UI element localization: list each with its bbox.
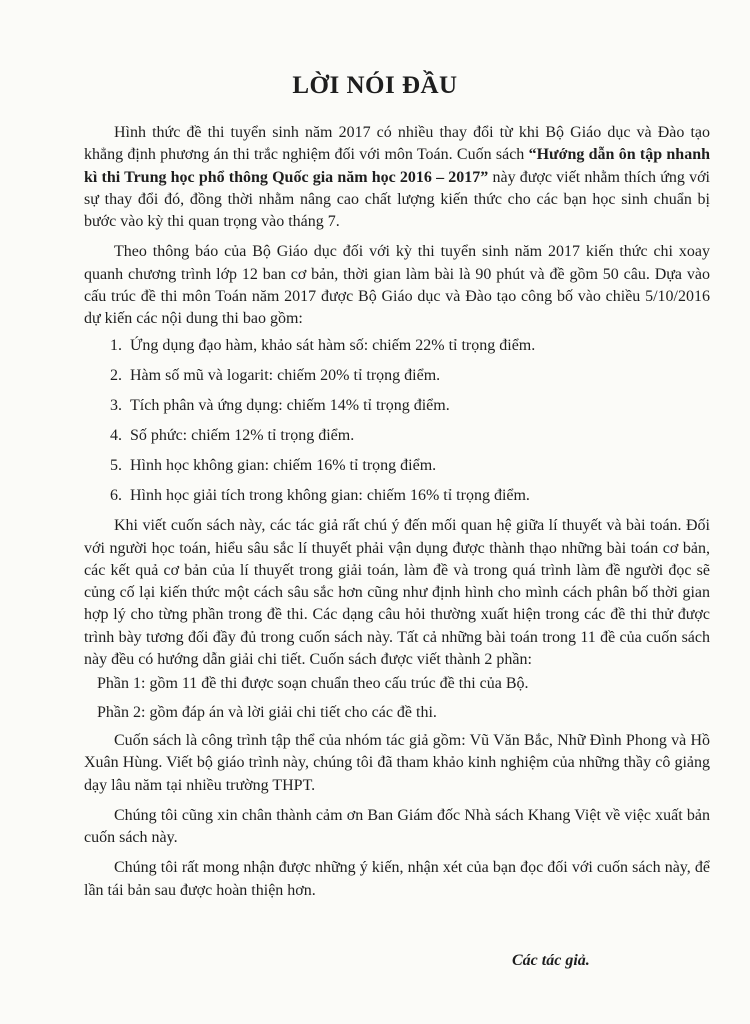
- paragraph-authors: Cuốn sách là công trình tập thể của nhóm tác giả gồm: Vũ Văn Bắc, Nhữ Đình Phong và Hồ Xuân Hùng. Viết bộ giáo trình này, chúng tôi đã tham khảo kinh nghiệm của những thầy cô giảng dạy lâu năm tại nhiều trường THPT.: [84, 731, 710, 794]
- list-item: [84, 365, 710, 387]
- list-item-text: Hình học giải tích trong không gian: chiếm 16% tỉ trọng điểm.: [130, 487, 530, 505]
- book-title-bold: “Hướng dẫn ôn tập nhanh kì thi Trung học phổ thông Quốc gia năm học 2016 – 2017”: [84, 146, 710, 186]
- book-parts-list: [84, 673, 710, 724]
- list-item-text: Hàm số mũ và logarit: chiếm 20% tỉ trọng điểm.: [130, 366, 441, 384]
- list-item-number: 3.: [110, 396, 122, 414]
- preface-body: [84, 122, 710, 902]
- list-item-number: 6.: [110, 487, 122, 505]
- book-part-item: Phần 2: gồm đáp án và lời giải chi tiết cho các đề thi.: [97, 703, 437, 721]
- list-item-number: 5.: [110, 457, 122, 475]
- page-title: LỜI NÓI ĐẦU: [292, 72, 458, 99]
- list-item-number: 2.: [110, 366, 122, 384]
- paragraph-intro: [84, 122, 710, 233]
- list-item: [84, 425, 710, 447]
- intro-text-end: này được viết nhằm thích ứng với sự thay đổi đó, đồng thời nhằm nâng cao chất lượng kiến thức cho các bạn học sinh chuẩn bị bước vào kỳ thi quan trọng vào tháng 7.: [84, 168, 710, 231]
- paragraph-thanks: Chúng tôi cũng xin chân thành cảm ơn Ban Giám đốc Nhà sách Khang Việt về việc xuất bản cuốn sách này.: [84, 806, 710, 847]
- list-item-text: Ứng dụng đạo hàm, khảo sát hàm số: chiếm 22% tỉ trọng điểm.: [130, 336, 536, 354]
- list-item-number: 1.: [110, 336, 122, 354]
- list-item: [84, 485, 710, 507]
- list-item: [84, 455, 710, 477]
- topic-list: [84, 335, 710, 508]
- paragraph-exam-info: Theo thông báo của Bộ Giáo dục đối với kỳ thi tuyển sinh năm 2017 kiến thức chi xoay quanh chương trình lớp 12 ban cơ bản, thời gian làm bài là 90 phút và đề gồm 50 câu. Dựa vào cấu trúc đề thi môn Toán năm 2017 được Bộ Giáo dục và Đào tạo công bố vào chiều 5/10/2016 dự kiến các nội dung thi bao gồm:: [84, 243, 710, 328]
- list-item-text: Tích phân và ứng dụng: chiếm 14% tỉ trọng điểm.: [130, 396, 450, 414]
- author-signature: Các tác giả.: [512, 952, 590, 969]
- paragraph-feedback: Chúng tôi rất mong nhận được những ý kiến, nhận xét của bạn đọc đối với cuốn sách này, để lần tái bản sau được hoàn thiện hơn.: [84, 859, 710, 899]
- paragraph-approach: Khi viết cuốn sách này, các tác giả rất chú ý đến mối quan hệ giữa lí thuyết và bài toán. Đối với người học toán, hiểu sâu sắc lí thuyết phải vận dụng được thành thạo những bài toán cơ bản, các kết quả cơ bản của lí thuyết trong giải toán, làm đề và trong quá trình làm đề người đọc sẽ củng cố lại kiến thức một cách sâu sắc hơn cũng như định hình cho mình cách phân bố thời gian hợp lý cho từng phần trong đề thi. Các dạng câu hỏi thường xuất hiện trong các đề thi thử được trình bày tương đối đầy đủ trong cuốn sách này. Tất cả những bài toán trong 11 đề của cuốn sách này đều có hướng dẫn giải chi tiết. Cuốn sách được viết thành 2 phần:: [84, 517, 710, 669]
- list-item-number: 4.: [110, 426, 122, 444]
- list-item-text: Hình học không gian: chiếm 16% tỉ trọng điểm.: [130, 457, 437, 475]
- book-part-item: Phần 1: gồm 11 đề thi được soạn chuẩn theo cấu trúc đề thi của Bộ.: [97, 675, 529, 693]
- list-item-text: Số phức: chiếm 12% tỉ trọng điểm.: [130, 426, 355, 444]
- list-item: [84, 335, 710, 357]
- list-item: [84, 395, 710, 417]
- intro-text-start: Hình thức đề thi tuyển sinh năm 2017 có nhiều thay đổi từ khi Bộ Giáo dục và Đào tạo khẳng định phương án thi trắc nghiệm đối với môn Toán. Cuốn sách: [84, 124, 710, 164]
